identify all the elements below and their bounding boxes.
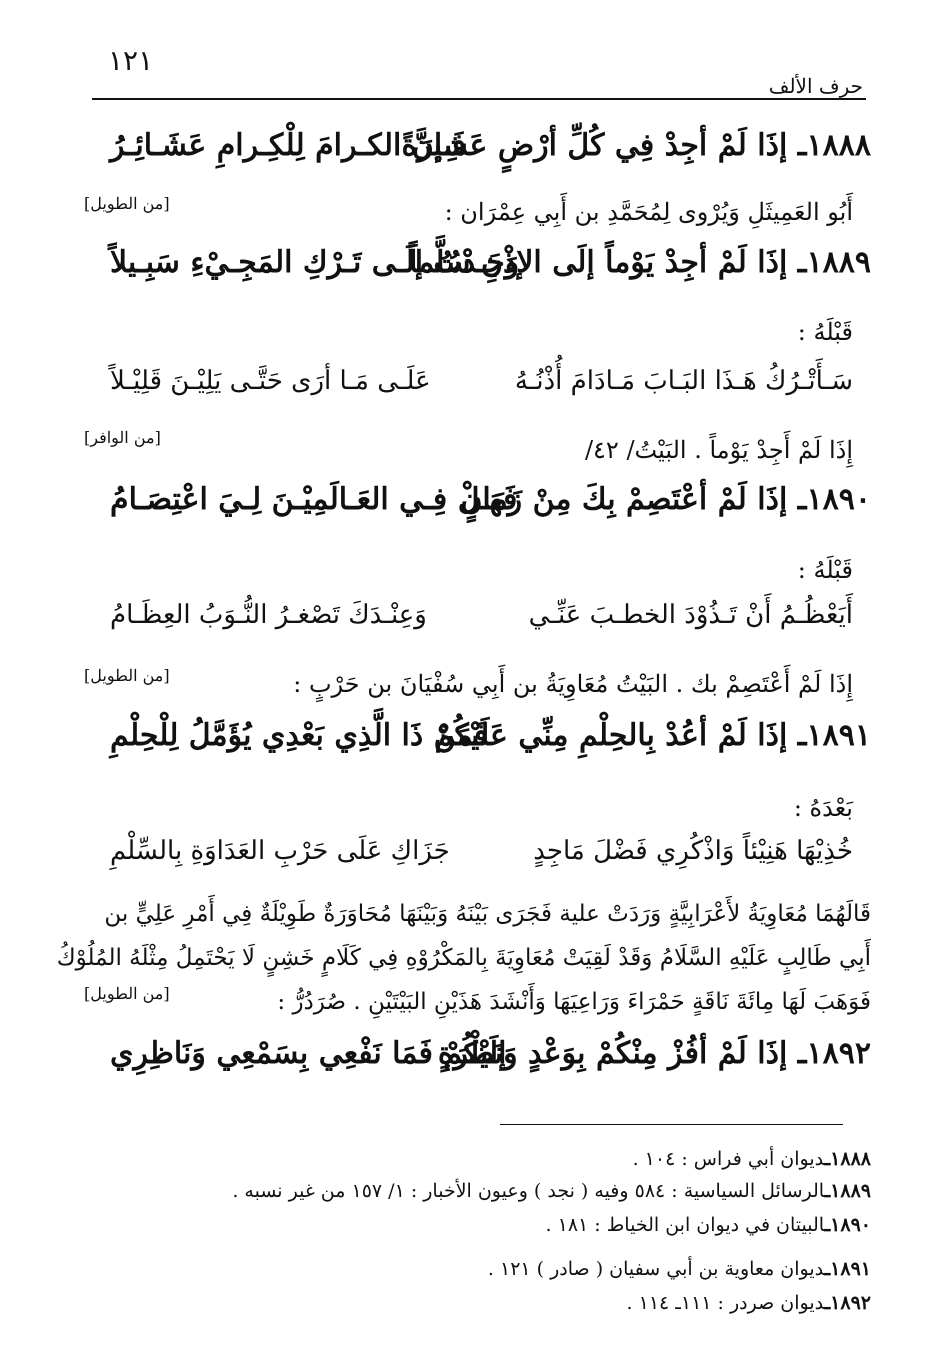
paragraph-line: قَالَهُمَا مُعَاوِيَةُ لأَعْرَابِيَّةٍ وَرَدَتْ علية فَجَرَى بَيْنَهُ وَبَيْنَهَا مُحَاوَرَةٌ طَوِيْلَةٌ فِي أَمْرِ عَلِيٍّ بن [104, 901, 871, 927]
verse-1890-second-hemistich: فَهَـلْ فِـي العَـالَمِيْـنَ لِـيَ اعْتِصَـامُ [110, 482, 518, 517]
attribution-text: أَبُو العَمِيثَلِ وَيُرْوى لِمُحَمَّدِ بن أَبِي عِمْرَان : [444, 198, 853, 226]
page-number: ١٢١ [108, 44, 154, 77]
footnote-number: ١٨٨٩ـ [824, 1180, 871, 1202]
footnote-text: ديوان أبي فراس : ١٠٤ . [632, 1148, 825, 1170]
header-rule [92, 98, 866, 100]
after-label: بَعْدَهُ : [793, 794, 853, 822]
verse-1891-first-hemistich [435, 718, 871, 753]
hemistich-text: إذَا لَمْ أجِدْ فِي كُلِّ أرْضٍ عَشِيرَةً [401, 128, 788, 163]
footnote-1890 [546, 1214, 871, 1236]
verse-1889-second-hemistich: وَجَـدْتُ إلَـى تَـرْكِ المَجِـيْءِ سَبِـيلاً [110, 245, 520, 280]
footnote-text: البيتان في ديوان ابن الخياط : ١٨١ . [545, 1214, 825, 1236]
footnote-rule [500, 1124, 843, 1125]
footnote-1888 [633, 1148, 871, 1170]
footnote-1889 [232, 1180, 871, 1202]
hemistich-text: إذَا لَمْ أفُزْ مِنْكُمْ بِوَعْدٍ وَنَظْرَةٍ [437, 1036, 788, 1071]
hemistich-text: إذَا لَمْ أعْتَصِمْ بِكَ مِنْ زَمَانٍ [460, 482, 788, 517]
footnote-text: ديوان صردر : ١١١ـ ١١٤ . [626, 1292, 825, 1314]
verse-number: ١٨٨٩ـ [797, 245, 871, 280]
verse-number: ١٨٩١ـ [797, 718, 871, 753]
verse-number: ١٨٨٨ـ [797, 128, 871, 163]
verse-number: ١٨٩٠ـ [797, 482, 871, 517]
preceding-first-hemistich: سَـأَتْـرُكُ هَـذَا البَـابَ مَـادَامَ أُذْنُـهُ [514, 366, 853, 396]
footnote-text: الرسائل السياسية : ٥٨٤ وفيه ( نجد ) وعيون الأخبار : ١/ ١٥٧ من غير نسبه . [232, 1180, 825, 1202]
verse-1891-second-hemistich: فَمَنْ ذَا الَّذِي بَعْدِي يُؤَمَّلُ لِلْحِلْمِ [110, 718, 489, 753]
hemistich-text: إذَا لَمْ أعُدْ بِالحِلْمِ مِنِّي عَلَيْكُمْ [434, 718, 788, 753]
footnote-1891 [488, 1258, 871, 1280]
meter-label: [من الطويل] [84, 984, 170, 1003]
verse-1888-first-hemistich [401, 128, 871, 163]
paragraph-line: أَبِي طَالِبٍ عَلَيْهِ السَّلَامُ وَقَدْ لَقِيَتْ مُعَاوِيَةَ بِالمَكْرُوْهِ فِي كَلَامٍ خَشِنٍ لَا يَحْتَمِلُ مِثْلَهُ المُلُوْكُ [56, 945, 871, 971]
paragraph-line: فَوَهَبَ لَهَا مِائَةَ نَاقَةٍ حَمْرَاءَ وَرَاعِيَهَا وَأَنْشَدَ هَذَيْنِ البَيْتَيْنِ . صُرَدُرُّ : [277, 989, 871, 1015]
meter-label: [من الطويل] [84, 194, 170, 213]
following-first-hemistich: خُذِيْهَا هَنِيْئاً وَاذْكُرِي فَضْلَ مَاجِدٍ [533, 836, 853, 866]
chapter-title: حرف الألف [768, 74, 863, 98]
preceding-second-hemistich: وَعِنْـدَكَ تَصْغـرُ النُّـوَبُ العِظَـامُ [110, 600, 427, 630]
hemistich-text: إذَا لَمْ أجِدْ يَوْماً إلَى الإذْنِ سُلَّماً [408, 245, 788, 280]
footnote-number: ١٨٩٠ـ [824, 1214, 871, 1236]
meter-label: [من الوافر] [84, 428, 161, 447]
before-label: قَبْلَهُ : [797, 318, 853, 346]
commentary-paragraph [56, 892, 871, 1024]
footnote-number: ١٨٨٨ـ [824, 1148, 871, 1170]
closing-text: إِذَا لَمْ أَجِدْ يَوْماً . البَيْتُ/ ٤٢/ [584, 436, 853, 464]
footnote-1892 [627, 1292, 871, 1314]
closing-text: إِذَا لَمْ أَعْتَصِمْ بك . البَيْتُ مُعَاوِيَةُ بن أَبِي سُفْيَانَ بن حَرْبٍ : [293, 670, 853, 698]
meter-label: [من الطويل] [84, 666, 170, 685]
verse-1892-second-hemistich: إلَيْكُمْ فَمَا نَفْعِي بِسَمْعِي وَنَاظِرِي [110, 1036, 507, 1071]
verse-1888-second-hemistich: فَـإنَّ الكـرامَ لِلْكِـرامِ عَشَـائِـرُ [110, 128, 467, 163]
before-label: قَبْلَهُ : [797, 556, 853, 584]
footnote-number: ١٨٩١ـ [824, 1258, 871, 1280]
footnote-text: ديوان معاوية بن أبي سفيان ( صادر ) ١٢١ . [487, 1258, 825, 1280]
verse-number: ١٨٩٢ـ [797, 1036, 871, 1071]
preceding-second-hemistich: عَلَـى مَـا أرَى حَتَّـى يَلِيْـنَ قَلِيْـلاً [110, 366, 431, 396]
verse-1890-first-hemistich [460, 482, 871, 517]
preceding-first-hemistich: أَيَعْظُـمُ أَنْ تَـذُوْدَ الخطـبَ عَنِّـي [528, 600, 853, 630]
following-second-hemistich: جَزَاكِ عَلَى حَرْبِ العَدَاوَةِ بِالسِّلْمِ [110, 836, 450, 866]
footnote-number: ١٨٩٢ـ [824, 1292, 871, 1314]
